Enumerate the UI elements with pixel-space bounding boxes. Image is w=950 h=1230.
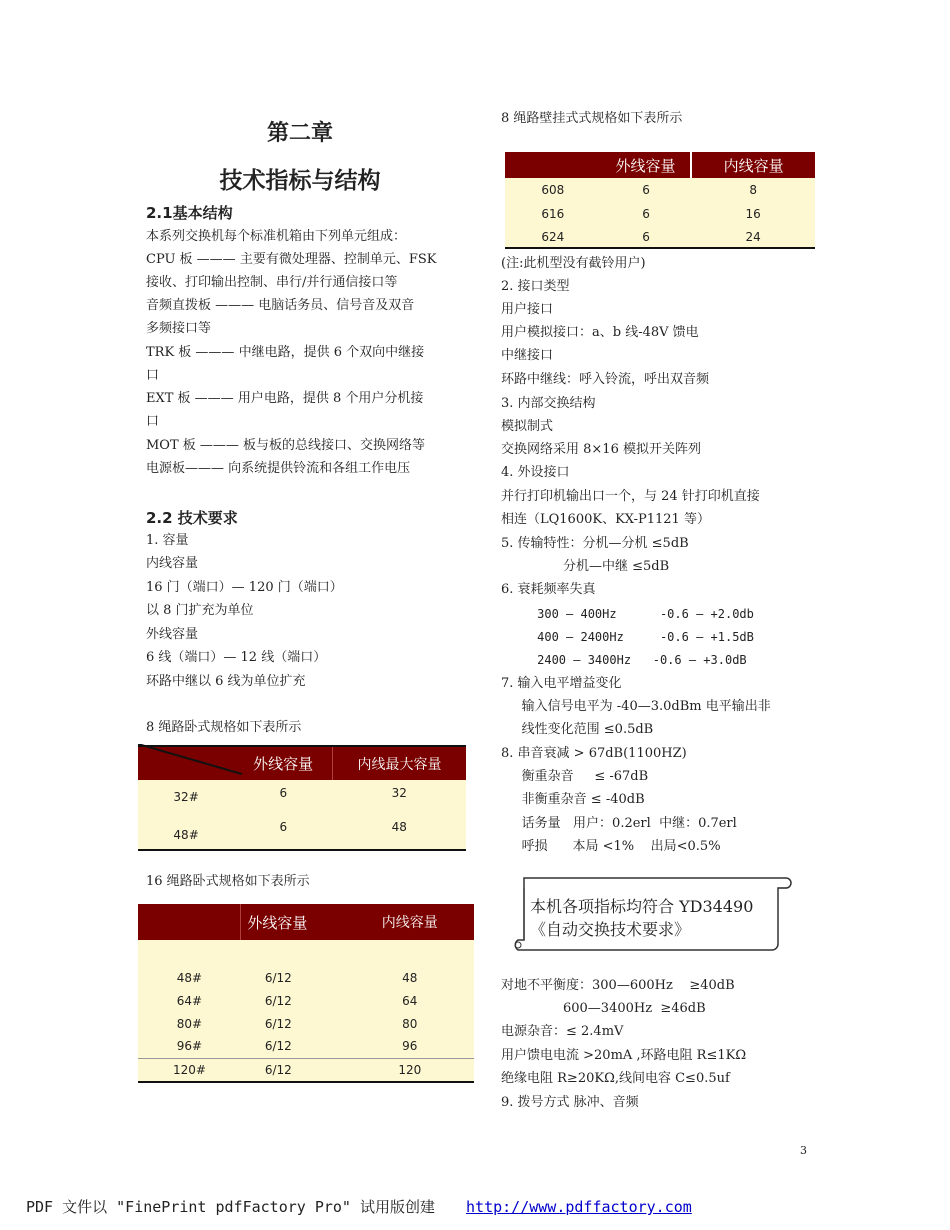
text-line: 电源杂音：≤ 2.4mV — [501, 1024, 624, 1039]
table-cell: 64# — [138, 989, 241, 1012]
text-line: 用户接口 — [501, 302, 554, 317]
pdf-footer — [26, 1196, 692, 1217]
scroll-line-1: 本机各项指标均符合 YD34490 — [530, 897, 754, 916]
table-cell: 608 — [505, 178, 601, 202]
text-line: MOT 板 ——— 板与板的总线接口、交换网络等 — [146, 438, 426, 453]
table-spacer-row — [138, 940, 474, 966]
text-line: 交换网络采用 8×16 模拟开关阵列 — [501, 442, 701, 457]
diagonal-line-icon — [138, 744, 242, 778]
table-cell: 6 — [601, 202, 692, 226]
text-line: 中继接口 — [501, 348, 554, 363]
table-cell: 6/12 — [241, 989, 346, 1012]
text-line: 音频直拨板 ——— 电脑话务员、信号音及双音 — [146, 298, 415, 313]
table-8-cord-wall — [505, 152, 815, 249]
table8-caption: 8 绳路卧式规格如下表所示 — [146, 720, 302, 735]
text-line: 内线容量 — [146, 556, 199, 571]
text-line: 相连（LQ1600K、KX-P1121 等） — [501, 512, 710, 527]
chapter-title: 技术指标与结构 — [219, 168, 381, 194]
text-line: 非衡重杂音 ≤ -40dB — [501, 792, 645, 807]
table-cell: 48# — [138, 814, 234, 850]
table-cell: 6/12 — [241, 966, 346, 989]
table-cell: 6/12 — [241, 1012, 346, 1035]
text-line: 本系列交换机每个标准机箱由下列单元组成： — [146, 229, 407, 244]
table-row — [138, 814, 466, 850]
text-line: 衡重杂音 ≤ -67dB — [501, 769, 649, 784]
table-cell: 80# — [138, 1012, 241, 1035]
table-header: 内线容量 — [691, 152, 815, 178]
table-cell: 64 — [346, 989, 474, 1012]
text-line: 1. 容量 — [146, 533, 189, 548]
text-line: 以 8 门扩充为单位 — [146, 603, 254, 618]
text-line: 16 门（端口）— 120 门（端口） — [146, 580, 343, 595]
table-cell: 16 — [691, 202, 815, 226]
table-cell: 6 — [601, 178, 692, 202]
text-line: 外线容量 — [146, 627, 199, 642]
table-row — [138, 966, 474, 989]
page-number: 3 — [800, 1144, 807, 1157]
text-line: 多频接口等 — [146, 321, 212, 336]
text-line: 输入信号电平为 -40—3.0dBm 电平输出非 — [501, 699, 771, 714]
table-cell: 616 — [505, 202, 601, 226]
table-cell: 6/12 — [241, 1058, 346, 1082]
table-row — [505, 178, 815, 202]
table-cell: 6 — [234, 780, 332, 814]
text-line: 口 — [146, 414, 160, 429]
table-cell: 48 — [346, 966, 474, 989]
text-line: 口 — [146, 368, 160, 383]
text-line: 8. 串音衰减 > 67dB(1100HZ) — [501, 746, 687, 761]
text-line: 5. 传输特性：分机—分机 ≤5dB — [501, 536, 689, 551]
text-line: 6 线（端口）— 12 线（端口） — [146, 650, 327, 665]
table-cell: 96 — [346, 1035, 474, 1058]
text-line: 用户馈电电流 >20mA ,环路电阻 R≤1KΩ — [501, 1048, 747, 1063]
table-cell: 96# — [138, 1035, 241, 1058]
table-row — [138, 1035, 474, 1058]
text-line: 并行打印机输出口一个，与 24 针打印机直接 — [501, 489, 760, 504]
text-line: 7. 输入电平增益变化 — [501, 676, 622, 691]
table-header: 内线容量 — [346, 904, 474, 940]
table-cell: 120# — [138, 1058, 241, 1082]
table-cell: 80 — [346, 1012, 474, 1035]
text-line: 电源板——— 向系统提供铃流和各组工作电压 — [146, 461, 411, 476]
text-line: EXT 板 ——— 用户电路，提供 8 个用户分机接 — [146, 391, 424, 406]
table-cell: 32# — [138, 780, 234, 814]
footer-text: PDF 文件以 "FinePrint pdfFactory Pro" 试用版创建 — [26, 1198, 435, 1216]
compliance-scroll-callout — [508, 874, 792, 956]
text-line: 4. 外设接口 — [501, 465, 570, 480]
table-row — [505, 202, 815, 226]
table-row — [138, 1012, 474, 1035]
section-2-2-heading: 2.2 技术要求 — [146, 509, 238, 527]
table-header: 外线容量 — [241, 904, 346, 940]
text-line: 话务量 用户：0.2erl 中继：0.7erl — [501, 816, 737, 831]
text-line: CPU 板 ——— 主要有微处理器、控制单元、FSK — [146, 252, 437, 267]
text-line: 接收、打印输出控制、串行/并行通信接口等 — [146, 275, 398, 290]
text-line: 2400 — 3400Hz -0.6 — +3.0dB — [501, 653, 747, 667]
table-cell: 6 — [601, 226, 692, 248]
text-line: 模拟制式 — [501, 419, 554, 434]
text-line: 9. 拨号方式 脉冲、音频 — [501, 1095, 639, 1110]
text-line: 绝缘电阻 R≥20KΩ,线间电容 C≤0.5uf — [501, 1071, 730, 1086]
text-line: 对地不平衡度：300—600Hz ≥40dB — [501, 978, 735, 993]
text-line: 2. 接口类型 — [501, 279, 570, 294]
text-line: 用户模拟接口：a、b 线-48V 馈电 — [501, 325, 699, 340]
table-header — [138, 904, 241, 940]
text-line: 300 — 400Hz -0.6 — +2.0db — [501, 607, 754, 621]
table-header: 外线容量 — [601, 152, 692, 178]
table-cell: 624 — [505, 226, 601, 248]
table-row — [505, 226, 815, 248]
text-line: 3. 内部交换结构 — [501, 396, 596, 411]
text-line: (注:此机型没有截铃用户) — [501, 256, 646, 271]
table-header — [505, 152, 601, 178]
scroll-line-2: 《自动交换技术要求》 — [530, 920, 691, 939]
text-line: 6. 衰耗频率失真 — [501, 582, 596, 597]
table16-caption: 16 绳路卧式规格如下表所示 — [146, 874, 310, 889]
wall-table-caption: 8 绳路壁挂式式规格如下表所示 — [501, 111, 683, 126]
table-cell: 120 — [346, 1058, 474, 1082]
text-line: TRK 板 ——— 中继电路，提供 6 个双向中继接 — [146, 345, 425, 360]
table-cell: 6 — [234, 814, 332, 850]
table-row — [138, 1058, 474, 1082]
section-2-1-heading: 2.1基本结构 — [146, 204, 233, 222]
text-line: 600—3400Hz ≥46dB — [501, 1001, 706, 1016]
table-header-diagonal — [138, 746, 234, 780]
text-line: 环路中继线：呼入铃流，呼出双音频 — [501, 372, 710, 387]
text-line: 线性变化范围 ≤0.5dB — [501, 722, 654, 737]
text-line: 分机—中继 ≤5dB — [501, 559, 670, 574]
pdffactory-link[interactable]: http://www.pdffactory.com — [466, 1198, 692, 1216]
text-line: 环路中继以 6 线为单位扩充 — [146, 674, 306, 689]
table-cell: 6/12 — [241, 1035, 346, 1058]
table-16-cord-horizontal — [138, 904, 474, 1083]
table-row — [138, 989, 474, 1012]
chapter-label: 第二章 — [266, 121, 333, 146]
table-8-cord-horizontal — [138, 745, 466, 851]
text-line: 400 — 2400Hz -0.6 — +1.5dB — [501, 630, 754, 644]
table-cell: 48# — [138, 966, 241, 989]
table-row — [138, 780, 466, 814]
table-header: 内线最大容量 — [333, 746, 466, 780]
table-header: 外线容量 — [234, 746, 332, 780]
text-line: 呼损 本局 <1% 出局<0.5% — [501, 839, 721, 854]
table-cell: 8 — [691, 178, 815, 202]
table-cell: 32 — [333, 780, 466, 814]
table-cell: 24 — [691, 226, 815, 248]
table-cell: 48 — [333, 814, 466, 850]
